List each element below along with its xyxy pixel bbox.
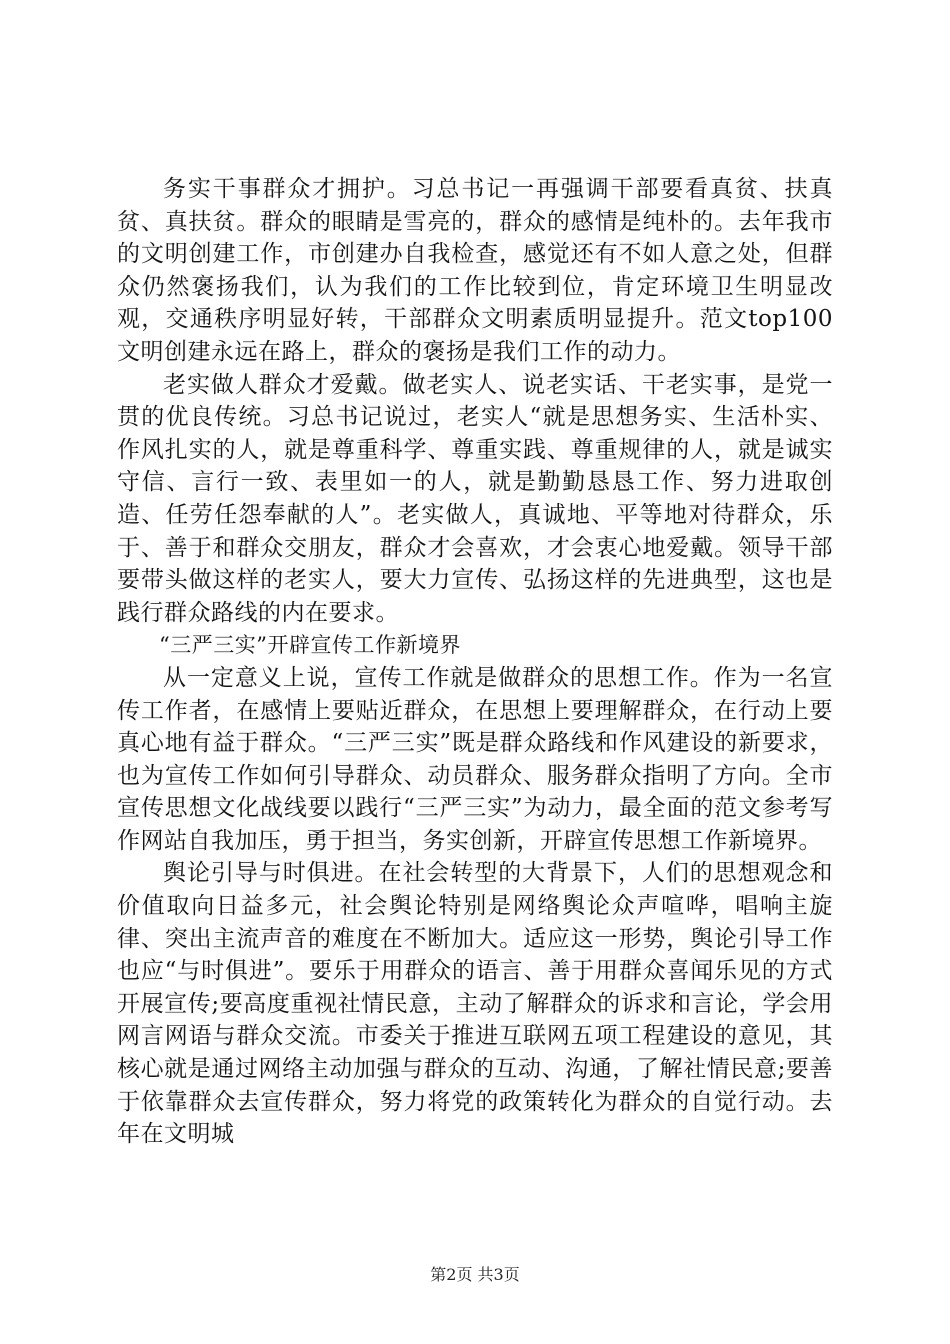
page-number-footer: 第2页 共3页 [430, 1265, 520, 1284]
document-body [117, 173, 833, 1151]
paragraph-propaganda-work: 从一定意义上说，宣传工作就是做群众的思想工作。作为一名宣传工作者，在感情上要贴近群众，在思想上要理解群众，在行动上要真心地有益于群众。“三严三实”既是群众路线和作风建设的新要求，也为宣传工作如何引导群众、动员群众、服务群众指明了方向。全市宣传思想文化战线要以践行“三严三实”为动力，最全面的范文参考写作网站自我加压，勇于担当，务实创新，开辟宣传思想工作新境界。 [117, 664, 833, 854]
section-heading: “三严三实”开辟宣传工作新境界 [159, 633, 461, 658]
paragraph-honest-person: 老实做人群众才爱戴。做老实人、说老实话、干老实事，是党一贯的优良传统。习总书记说过，老实人“就是思想务实、生活朴实、作风扎实的人，就是尊重科学、尊重实践、尊重规律的人，就是诚实守信、言行一致、表里如一的人，就是勤勤恳恳工作、努力进取创造、任劳任怨奉献的人”。老实做人，真诚地、平等地对待群众，乐于、善于和群众交朋友，群众才会喜欢，才会衷心地爱戴。领导干部要带头做这样的老实人，要大力宣传、弘扬这样的先进典型，这也是践行群众路线的内在要求。 [117, 371, 833, 626]
paragraph-public-opinion: 舆论引导与时俱进。在社会转型的大背景下，人们的思想观念和价值取向日益多元，社会舆论特别是网络舆论众声喧哗，唱响主旋律、突出主流声音的难度在不断加大。适应这一形势，舆论引导工作也应“与时俱进”。要乐于用群众的语言、善于用群众喜闻乐见的方式开展宣传;要高度重视社情民意，主动了解群众的诉求和言论，学会用网言网语与群众交流。市委关于推进互联网五项工程建设的意见，其核心就是通过网络主动加强与群众的互动、沟通，了解社情民意;要善于依靠群众去宣传群众，努力将党的政策转化为群众的自觉行动。去年在文明城 [117, 860, 833, 1148]
paragraph-practical-work: 务实干事群众才拥护。习总书记一再强调干部要看真贫、扶真贫、真扶贫。群众的眼睛是雪亮的，群众的感情是纯朴的。去年我市的文明创建工作，市创建办自我检查，感觉还有不如人意之处，但群众仍然褒扬我们，认为我们的工作比较到位，肯定环境卫生明显改观，交通秩序明显好转，干部群众文明素质明显提升。范文top100文明创建永远在路上，群众的褒扬是我们工作的动力。 [117, 176, 833, 365]
